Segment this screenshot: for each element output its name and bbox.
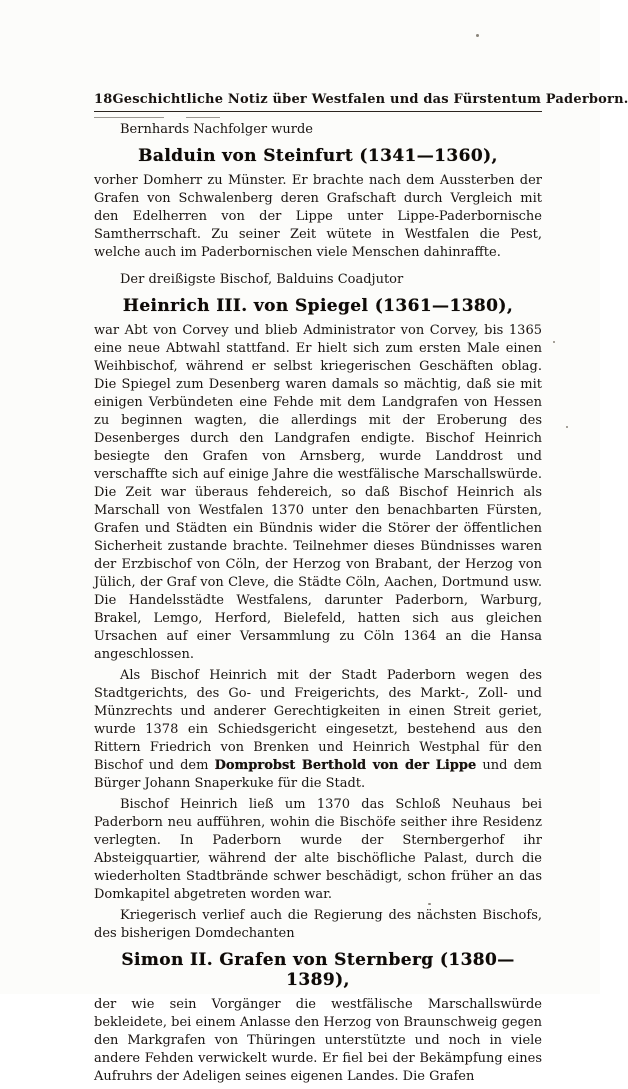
bold-name-domprobst-berthold: Domprobst Berthold von der Lippe bbox=[215, 758, 477, 773]
chapter-heading-simon-von-sternberg: Simon II. Grafen von Sternberg (1380—1389), bbox=[94, 950, 542, 990]
chapter-heading-heinrich-von-spiegel: Heinrich III. von Spiegel (1361—1380), bbox=[94, 296, 542, 316]
text-block bbox=[94, 92, 542, 1089]
scan-speck bbox=[553, 341, 555, 343]
rule-fragment bbox=[94, 117, 164, 118]
paragraph-schiedsgericht bbox=[94, 667, 542, 793]
chapter-heading-balduin-von-steinfurt: Balduin von Steinfurt (1341—1360), bbox=[94, 146, 542, 166]
running-title: Geschichtliche Notiz über Westfalen und das Fürstentum Paderborn. bbox=[113, 92, 628, 107]
paragraph-heinrich-regierung: war Abt von Corvey und blieb Administrator von Corvey, bis 1365 eine neue Abtwahl stattfand. Er hielt sich zum ersten Male einen Weihbischof, während er selbst kriegerischen Geschäften oblag. Die Spiegel zum Desenberg waren damals so mächtig, daß sie mit einigen Verbündeten eine Fehde mit dem Landgrafen von Hessen zu beginnen wagten, die allerdings mit der Eroberung des Desenberges durch den Landgrafen endigte. Bischof Heinrich besiegte den Grafen von Arnsberg, wurde Landdrost und verschaffte sich auf einige Jahre die westfälische Marschallswürde. Die Zeit war überaus fehdereich, so daß Bischof Heinrich als Marschall von Westfalen 1370 unter den benachbarten Fürsten, Grafen und Städten ein Bündnis wider die Störer der öffentlichen Sicherheit zustande brachte. Teilnehmer dieses Bündnisses waren der Erzbischof von Cöln, der Herzog von Brabant, der Herzog von Jülich, der Graf von Cleve, die Städte Cöln, Aachen, Dortmund usw. Die Handelsstädte Westfalens, darunter Paderborn, Warburg, Brakel, Lemgo, Herford, Bielefeld, hatten sich aus gleichen Ursachen auf einer Versammlung zu Cöln 1364 an die Hansa angeschlossen. bbox=[94, 322, 542, 664]
page-header bbox=[94, 92, 542, 112]
paragraph-schiedsgericht-text: Als Bischof Heinrich mit der Stadt Paderborn wegen des Stadtgerichts, des Go- und Freigerichts, des Markt-, Zoll- und Münzrechts und anderer Gerechtigkeiten in einen Streit geriet, wurde 1378 ein Schiedsgericht eingesetzt, bestehend aus den Rittern Friedrich von Brenken und Heinrich Westphal für den Bischof und dem bbox=[94, 668, 542, 773]
scan-speck bbox=[476, 34, 479, 37]
paragraph-simon: der wie sein Vorgänger die westfälische Marschallswürde bekleidete, bei einem Anlasse den Herzog von Braunschweig gegen den Markgrafen von Thüringen unterstützte und noch in viele andere Fehden verwickelt wurde. Er fiel bei der Bekämpfung eines Aufruhrs der Adeligen seines eigenen Landes. Die Grafen bbox=[94, 996, 542, 1086]
paragraph-balduin: vorher Domherr zu Münster. Er brachte nach dem Aussterben der Grafen von Schwalenberg deren Grafschaft durch Vergleich mit den Edelherren von der Lippe unter Lippe-Paderbornische Samtherrschaft. Zu seiner Zeit wütete in Westfalen die Pest, welche auch im Paderbornischen viele Menschen dahinraffte. bbox=[94, 172, 542, 262]
page-number: 18 bbox=[94, 92, 113, 107]
lead-line-bernhards-nachfolger: Bernhards Nachfolger wurde bbox=[94, 121, 542, 139]
scan-speck bbox=[566, 426, 568, 428]
paragraph-schiedsgericht-rest: und dem Bürger Johann Snaperkuke für die Stadt. bbox=[94, 758, 542, 791]
paragraph-kriegerisch-verlief: Kriegerisch verlief auch die Regierung des nächsten Bischofs, des bisherigen Domdechanten bbox=[94, 907, 542, 943]
rule-fragment bbox=[186, 117, 220, 118]
lead-line-dreissigste-bischof: Der dreißigste Bischof, Balduins Coadjutor bbox=[94, 271, 542, 289]
paragraph-schloss-neuhaus: Bischof Heinrich ließ um 1370 das Schloß Neuhaus bei Paderborn neu aufführen, wohin die Bischöfe seither ihre Residenz verlegten. In Paderborn wurde der Sternbergerhof ihr Absteigquartier, während der alte bischöfliche Palast, durch die wiederholten Stadtbrände schwer beschädigt, schon früher an das Domkapitel abgetreten worden war. bbox=[94, 796, 542, 904]
